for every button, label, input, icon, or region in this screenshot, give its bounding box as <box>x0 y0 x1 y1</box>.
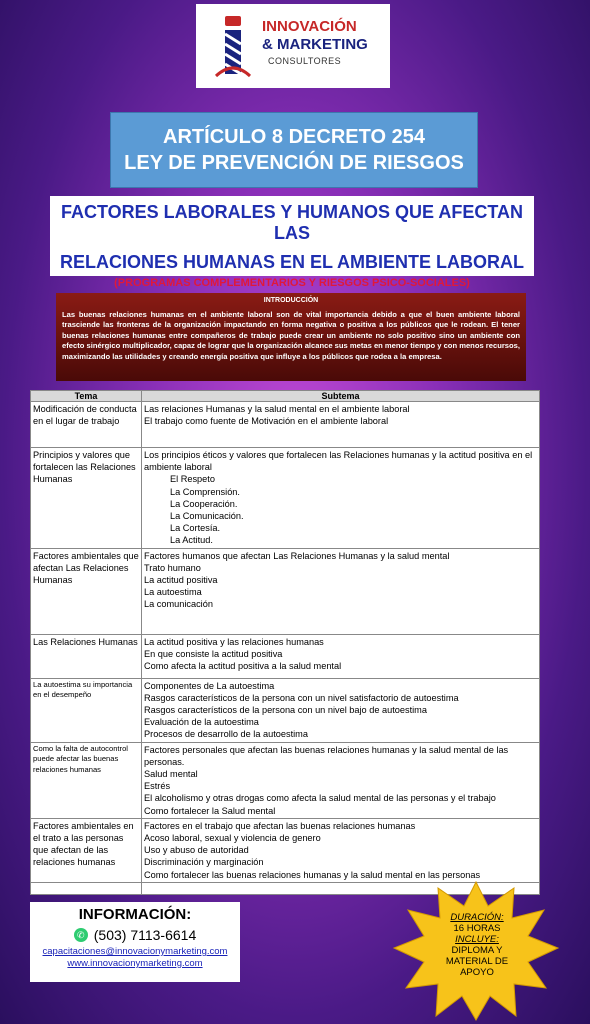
subtema-subitem: La Cooperación. <box>170 498 238 509</box>
intro-text: Las buenas relaciones humanas en el ambiente laboral son de vital importancia debido a que el buen ambiente laboral trasciende las fronteras de la organización impactando en forma negativa o positiva a los públicos que le rodean. El tener buenas relaciones humanas entre compañeros de trabajo puede crear un ambiente no solo positivo sino un ambiente con efecto sinérgico multiplicador, capaz de lograr que la organización alcance sus metas en menor tiempo y con menos recursos, maximizando las utilidades y creando energía positiva que influye a los públicos que rodea a la empresa. <box>62 309 520 361</box>
table-row <box>31 742 540 818</box>
subtema-item: Factores humanos que afectan Las Relaciones Humanas y la salud mental <box>144 550 450 561</box>
contact-email-link[interactable]: capacitaciones@innovacionymarketing.com <box>42 946 228 957</box>
subtema-item: Factores personales que afectan las buenas relaciones humanas y la salud mental de las personas. <box>144 744 509 767</box>
subtema-item: El alcoholismo y otras drogas como afecta la salud mental de las personas y el trabajo <box>144 793 496 804</box>
subtema-subitem: El Respeto <box>170 474 215 485</box>
badge-text <box>436 912 518 978</box>
subtema-item: La comunicación <box>144 599 213 610</box>
intro-title: INTRODUCCIÓN <box>263 297 319 304</box>
subtema-item: Factores en el trabajo que afectan las buenas relaciones humanas <box>144 820 416 831</box>
subtema-cell <box>142 548 540 634</box>
title-box <box>50 196 534 289</box>
subtema-cell <box>142 742 540 818</box>
subtema-subitem: La Cortesía. <box>170 523 221 534</box>
subtema-item: Como afecta la actitud positiva a la salud mental <box>144 661 342 672</box>
contact-phone[interactable]: (503) 7113-6614 <box>93 927 197 943</box>
subtema-item: Acoso laboral, sexual y violencia de genero <box>144 833 321 844</box>
title-subtitle: (PROGRAMAS COMPLEMENTARIOS Y RIESGOS PSICO-SOCIALES) <box>114 277 470 289</box>
table-row <box>31 678 540 742</box>
subtema-item: Rasgos característicos de la persona con un nivel satisfactorio de autoestima <box>144 692 459 703</box>
contact-title: INFORMACIÓN: <box>78 906 192 923</box>
table-row <box>31 818 540 882</box>
subtema-subitem: La Comprensión. <box>170 486 240 497</box>
subtema-cell <box>142 634 540 678</box>
title-line1: FACTORES LABORALES Y HUMANOS QUE AFECTAN LAS <box>60 202 524 243</box>
subtema-item: Como fortalecer las buenas relaciones humanas y la salud mental en las personas <box>144 869 481 880</box>
subtema-cell <box>142 678 540 742</box>
subtema-item: Como fortalecer la Salud mental <box>144 805 276 816</box>
header-line2: LEY DE PREVENCIÓN DE RIESGOS <box>124 152 464 174</box>
subtema-item: La actitud positiva y las relaciones humanas <box>144 636 324 647</box>
logo-name-line2: & MARKETING <box>262 36 368 53</box>
subtema-item: Rasgos característicos de la persona con un nivel bajo de autoestima <box>144 705 427 716</box>
subtema-item: Las relaciones Humanas y la salud mental en el ambiente laboral <box>144 404 410 414</box>
tema-cell-empty <box>31 882 142 894</box>
subtema-item: Discriminación y marginación <box>144 857 264 868</box>
table-row <box>31 448 540 549</box>
subtema-item: Uso y abuso de autoridad <box>144 845 249 856</box>
badge-duracion-label: DURACIÓN: <box>450 912 504 923</box>
subtema-item: La autoestima <box>144 587 202 598</box>
tema-cell: Factores ambientales en el trato a las personas que afectan de las relaciones humanas <box>31 818 142 882</box>
header-line1: ARTÍCULO 8 DECRETO 254 <box>163 126 425 148</box>
subtema-item: Evaluación de la autoestima <box>144 717 259 728</box>
table-row <box>31 548 540 634</box>
subtema-item: La actitud positiva <box>144 575 218 586</box>
subtema-subitem: La Actitud. <box>170 535 213 546</box>
tema-cell: Principios y valores que fortalecen las Relaciones Humanas <box>31 448 142 549</box>
logo-name-line1: INNOVACIÓN <box>262 18 357 35</box>
subtema-item: Los principios éticos y valores que fortalecen las Relaciones humanas y la actitud positiva en el ambiente laboral <box>144 450 533 473</box>
topics-table <box>30 390 540 895</box>
header-banner <box>110 112 478 188</box>
subtema-cell <box>142 818 540 882</box>
subtema-cell <box>142 448 540 549</box>
subtema-item: Componentes de La autoestima <box>144 680 275 691</box>
table-header-row <box>31 391 540 402</box>
subtema-subitem: La Comunicación. <box>170 511 244 522</box>
badge-incluye-label: INCLUYE: <box>455 934 499 945</box>
intro-box <box>56 293 526 381</box>
subtema-cell <box>142 402 540 448</box>
subtema-item: El trabajo como fuente de Motivación en el ambiente laboral <box>144 416 389 427</box>
logo-icon <box>212 16 254 78</box>
tema-cell: Las Relaciones Humanas <box>31 634 142 678</box>
tema-cell: Factores ambientales que afectan Las Relaciones Humanas <box>31 548 142 634</box>
badge-duracion-value: 16 HORAS <box>453 923 501 934</box>
subtema-item: En que consiste la actitud positiva <box>144 648 283 659</box>
subtema-item: Salud mental <box>144 769 198 780</box>
tema-cell: Como la falta de autocontrol puede afectar las buenas relaciones humanas <box>31 742 142 818</box>
badge-incluye-value: DIPLOMA Y MATERIAL DE APOYO <box>445 945 509 978</box>
contact-phone-row <box>30 927 240 943</box>
tema-cell: Modificación de conducta en el lugar de trabajo <box>31 402 142 448</box>
title-line2: RELACIONES HUMANAS EN EL AMBIENTE LABORAL <box>59 252 524 272</box>
tema-cell: La autoestima su importancia en el desempeño <box>31 678 142 742</box>
logo-tagline: CONSULTORES <box>268 56 342 66</box>
table-row <box>31 402 540 448</box>
whatsapp-icon: ✆ <box>74 928 88 942</box>
header-subtema: Subtema <box>142 391 540 402</box>
header-tema: Tema <box>31 391 142 402</box>
contact-box <box>30 902 240 982</box>
table-row <box>31 634 540 678</box>
subtema-item: Trato humano <box>144 562 201 573</box>
contact-web-link[interactable]: www.innovacionymarketing.com <box>67 958 203 969</box>
subtema-item: Procesos de desarrollo de la autoestima <box>144 729 308 740</box>
subtema-item: Estrés <box>144 781 171 792</box>
